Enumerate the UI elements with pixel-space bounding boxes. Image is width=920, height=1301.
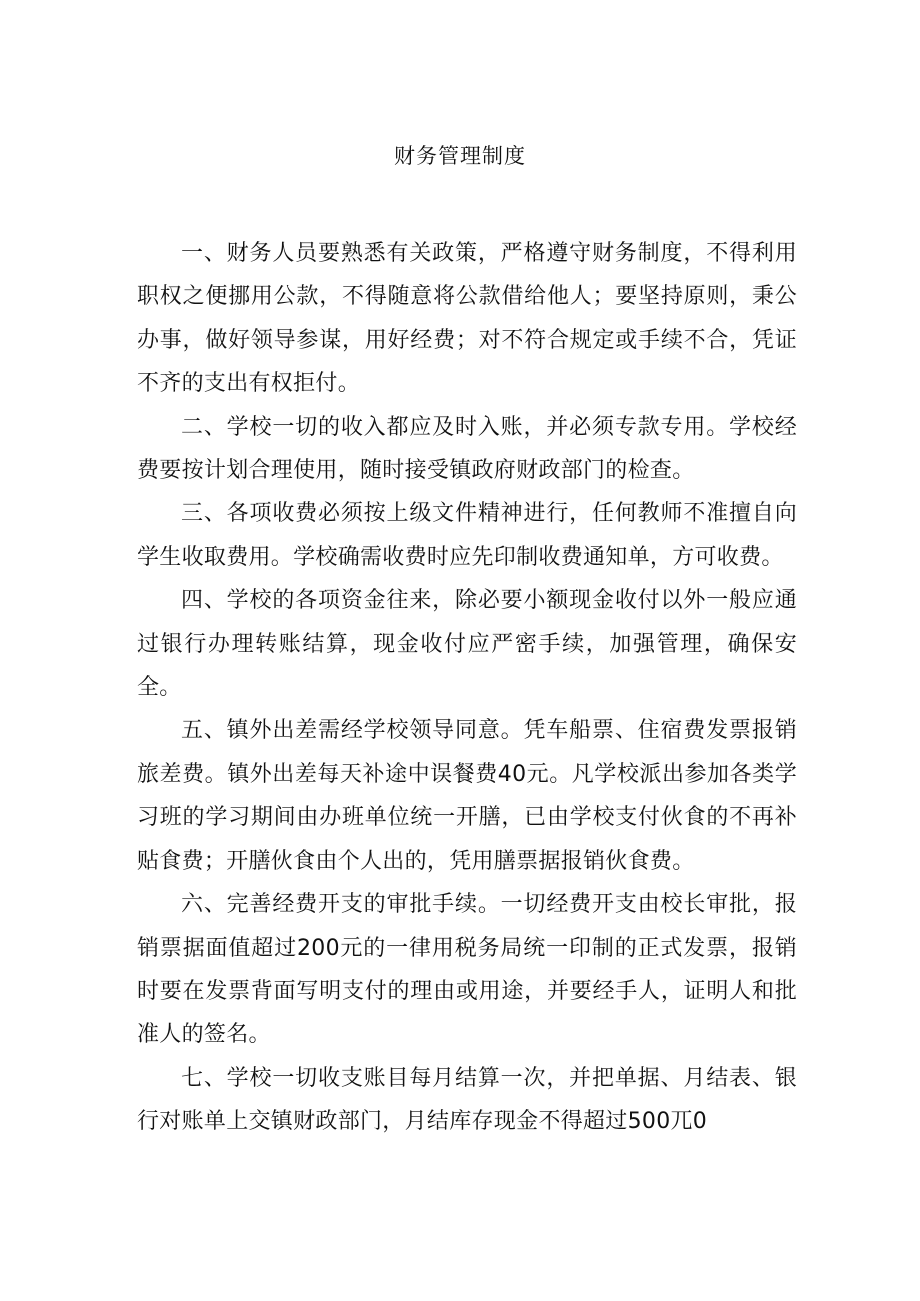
paragraph-3: 三、各项收费必须按上级文件精神进行，任何教师不准擅自向学生收取费用。学校确需收费时应先印制收费通知单，方可收费。 <box>137 501 797 570</box>
paragraph-5: 五、镇外出差需经学校领导同意。凭车船票、住宿费发票报销旅差费。镇外出差每天补途中误餐费40元。凡学校派出参加各类学习班的学习期间由办班单位统一开膳，已由学校支付伙食的不再补贴食费；开膳伙食由个人出的，凭用膳票据报销伙食费。 <box>137 718 797 874</box>
paragraph-7: 七、学校一切收支账目每月结算一次，并把单据、月结表、银行对账单上交镇财政部门，月结库存现金不得超过500兀0 <box>137 1065 797 1135</box>
document-body <box>137 232 797 1144</box>
paragraph-2: 二、学校一切的收入都应及时入账，并必须专款专用。学校经费要按计划合理使用，随时接受镇政府财政部门的检查。 <box>137 414 797 484</box>
paragraph-4: 四、学校的各项资金往来，除必要小额现金收付以外一般应通过银行办理转账结算，现金收付应严密手续，加强管理，确保安全。 <box>137 588 797 701</box>
paragraph-1: 一、财务人员要熟悉有关政策，严格遵守财务制度，不得利用职权之便挪用公款，不得随意将公款借给他人；要坚持原则，秉公办事，做好领导参谋，用好经费；对不符合规定或手续不合，凭证不齐的支出有权拒付。 <box>137 241 797 397</box>
document-title: 财务管理制度 <box>394 144 526 168</box>
paragraph-6: 六、完善经费开支的审批手续。一切经费开支由校长审批，报销票据面值超过200元的一律用税务局统一印制的正式发票，报销时要在发票背面写明支付的理由或用途，并要经手人，证明人和批准人的签名。 <box>137 892 797 1048</box>
